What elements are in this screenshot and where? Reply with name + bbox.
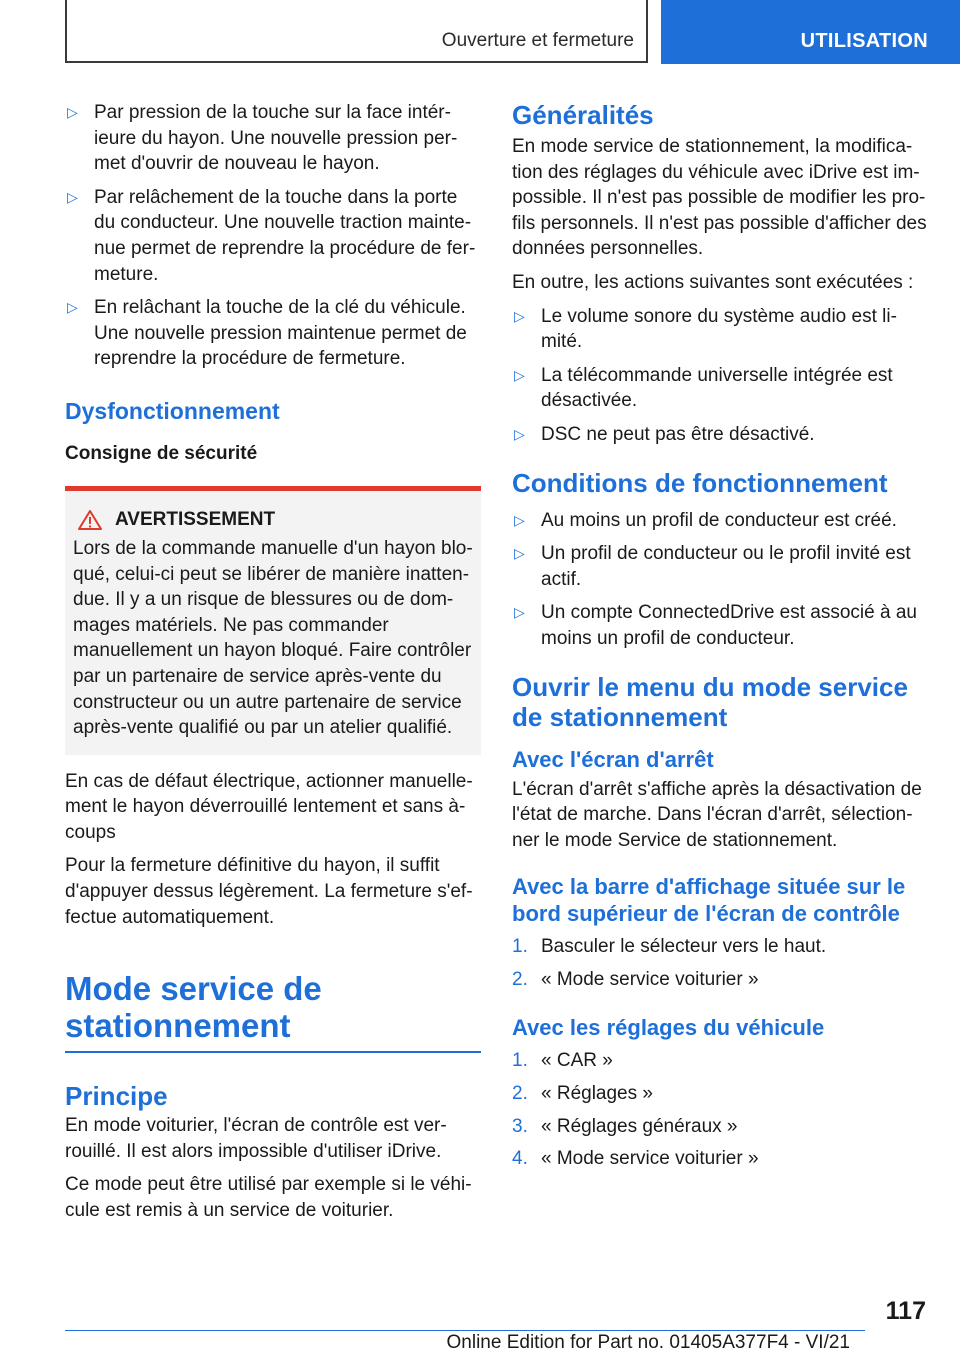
list-item: 2. « Mode service voiturier »: [512, 968, 759, 990]
footer-edition: Online Edition for Part no. 01405A377F4 - VI/21: [446, 1332, 850, 1353]
electrical-fault-text: En cas de défaut électrique, actionner manuelle-ment le hayon déverrouillé lentement et sans à-coups: [65, 770, 473, 843]
header-section-box: [65, 0, 648, 63]
list-item: 4. « Mode service voiturier »: [512, 1148, 759, 1170]
general-heading: Généralités: [512, 100, 654, 130]
triangle-bullet-icon: ▷: [67, 188, 78, 205]
header-tab[interactable]: [661, 0, 960, 64]
list-item: ▷ Par pression de la touche sur la face intér-ieure du hayon. Une nouvelle pression per-met d'ouvrir de nouveau le hayon.: [67, 102, 458, 175]
safety-heading: Consigne de sécurité: [65, 442, 258, 464]
chapter-title: Mode service de stationnement: [65, 970, 481, 1053]
triangle-bullet-icon: ▷: [514, 511, 525, 528]
list-item: ▷ Par relâchement de la touche dans la porte du conducteur. Une nouvelle traction mainte-nue permet de reprendre la procédure de fer-meture.: [67, 186, 476, 285]
final-closing-text: Pour la fermeture définitive du hayon, il suffit d'appuyer dessus légèrement. La fermeture s'ef-fectue automatiquement.: [65, 855, 473, 928]
list-item: 1. Basculer le sélecteur vers le haut.: [512, 936, 827, 958]
malfunction-heading: Dysfonctionnement: [65, 397, 280, 424]
warning-triangle-icon: [77, 509, 103, 531]
list-item: 1. « CAR »: [512, 1050, 613, 1072]
list-item: ▷ Au moins un profil de conducteur est créé.: [512, 508, 928, 534]
triangle-bullet-icon: ▷: [67, 299, 78, 316]
footer-divider: [65, 1330, 865, 1331]
list-item: 2. « Réglages »: [512, 1083, 653, 1105]
list-item: ▷ La télécommande universelle intégrée est désactivée.: [514, 364, 893, 412]
header-section-title: Ouverture et fermeture: [441, 30, 634, 51]
right-column: [512, 100, 928, 1179]
principle-heading: Principe: [65, 1081, 168, 1112]
triangle-bullet-icon: ▷: [514, 425, 525, 442]
left-column: [65, 100, 481, 1232]
list-item: ▷ DSC ne peut pas être désactivé.: [512, 422, 928, 448]
triangle-bullet-icon: ▷: [514, 307, 525, 324]
warning-box: [65, 486, 481, 755]
warning-text: Lors de la commande manuelle d'un hayon blo-qué, celui-ci peut se libérer de manière inatten-due. Il y a un risque de blessures ou de dom-mages matériels. Ne pas commander manuellement un hayon bloqué. Faire contrôler par un partenaire de service après-vente du constructeur ou un autre partenaire de service après-vente qualifié ou par un atelier qualifié.: [73, 537, 473, 739]
list-item: 3. « Réglages généraux »: [512, 1115, 738, 1137]
general-text-2: En outre, les actions suivantes sont exécutées :: [512, 271, 914, 293]
triangle-bullet-icon: ▷: [514, 366, 525, 383]
triangle-bullet-icon: ▷: [67, 104, 78, 120]
list-item: ▷ Un compte ConnectedDrive est associé à au moins un profil de conducteur.: [514, 602, 917, 649]
list-item: ▷ En relâchant la touche de la clé du véhicule. Une nouvelle pression maintenue permet de reprendre la procédure de fermeture.: [67, 297, 467, 370]
header-tab-label: UTILISATION: [800, 30, 928, 52]
display-bar-heading: Avec la barre d'affichage située sur le bord supérieur de l'écran de contrôle: [512, 874, 906, 927]
stop-screen-text: L'écran d'arrêt s'affiche après la désactivation de l'état de marche. Dans l'écran d'arrêt, sélection-ner le mode Service de stationnement.: [512, 778, 922, 851]
conditions-heading: Conditions de fonctionnement: [512, 467, 888, 498]
principle-text-2: Ce mode peut être utilisé par exemple si le véhi-cule est remis à un service de voiturier.: [65, 1174, 472, 1222]
principle-text-1: En mode voiturier, l'écran de contrôle est ver-rouillé. Il est alors impossible d'utiliser iDrive.: [65, 1115, 447, 1162]
triangle-bullet-icon: ▷: [514, 604, 525, 621]
triangle-bullet-icon: ▷: [514, 545, 525, 562]
stop-screen-heading: Avec l'écran d'arrêt: [512, 746, 714, 772]
list-item: ▷ Un profil de conducteur ou le profil invité est actif.: [514, 543, 911, 590]
page-number: 117: [885, 1297, 926, 1325]
general-text-1: En mode service de stationnement, la modifica-tion des réglages du véhicule avec iDrive est im-possible. Il n'est pas possible de modifier les pro-fils personnels. Il n'est pas possible d'afficher des données personnelles.: [512, 136, 927, 260]
list-item: ▷ Le volume sonore du système audio est li-mité.: [514, 305, 897, 353]
warning-title: AVERTISSEMENT: [115, 508, 276, 530]
vehicle-settings-heading: Avec les réglages du véhicule: [512, 1015, 825, 1041]
warning-title-row: [73, 509, 473, 531]
open-menu-heading: Ouvrir le menu du mode service de stationnement: [512, 671, 908, 732]
